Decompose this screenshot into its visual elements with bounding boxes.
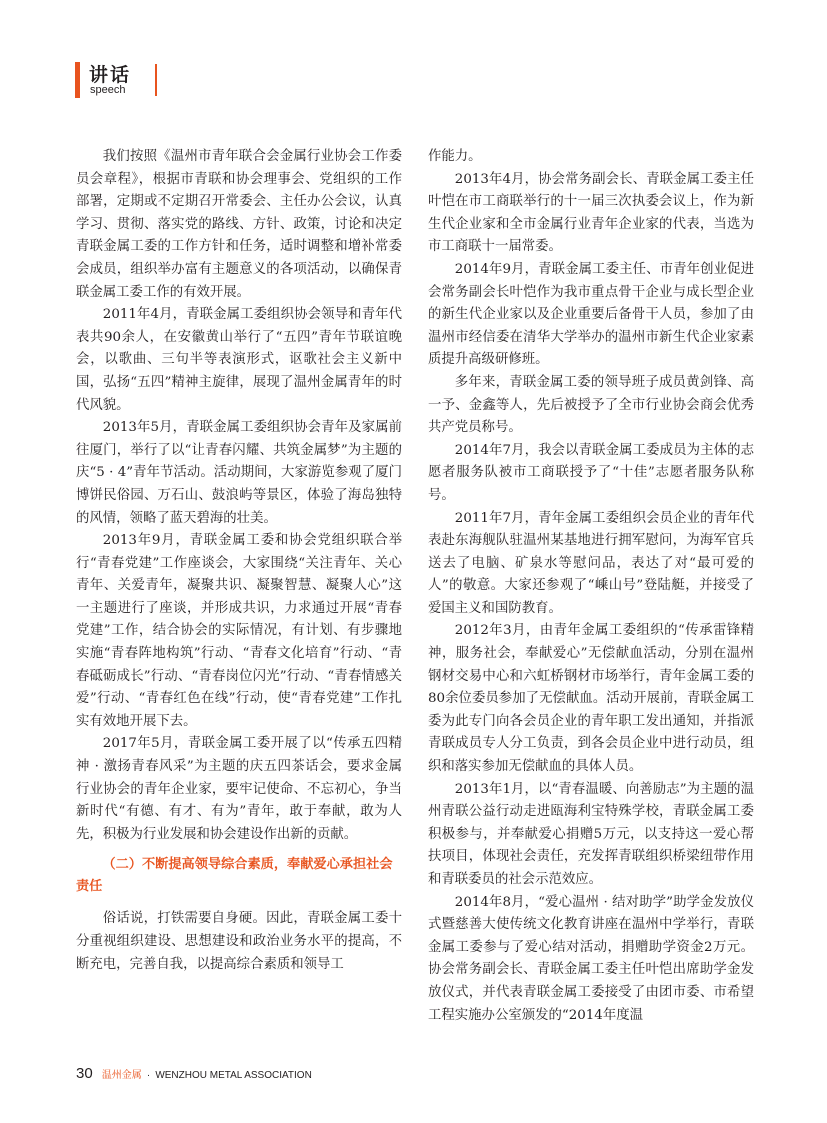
right-column: [428, 146, 754, 1046]
paragraph: 2013年1月，以“青春温暖、向善励志”为主题的温州青联公益行动走进瓯海利宝特殊学校，青联金属工委积极参与，并奉献爱心捐赠5万元，以支持这一爱心帮扶项目，体现社会责任，充发挥青联组织桥梁纽带作用和青联委员的社会示范效应。: [428, 781, 754, 887]
paragraph: 2014年7月，我会以青联金属工委成员为主体的志愿者服务队被市工商联授予了“十佳”志愿者服务队称号。: [428, 442, 754, 503]
paragraph: 多年来，青联金属工委的领导班子成员黄剑锋、高一予、金鑫等人，先后被授予了全市行业协会商会优秀共产党员称号。: [428, 374, 754, 436]
paragraph: 2013年5月，青联金属工委组织协会青年及家属前往厦门，举行了以“让青春闪耀、共筑金属梦”为主题的庆“5 · 4”青年节活动。活动期间，大家游览参观了厦门博饼民俗园、万石山、鼓浪屿等景区，体验了海岛独特的风情，领略了蓝天碧海的壮美。: [76, 420, 402, 526]
page-number: 30: [76, 1065, 93, 1082]
paragraph: 2012年3月，由青年金属工委组织的“传承雷锋精神，服务社会，奉献爱心”无偿献血活动，分别在温州钢材交易中心和六虹桥钢材市场举行，青年金属工委的80余位委员参加了无偿献血。活动开展前，青联金属工委为此专门向各会员企业的青年职工发出通知，并指派青联成员专人分工负责，到各会员企业中进行动员，组织和落实参加无偿献血的具体人员。: [428, 623, 754, 775]
header-accent-bar: [75, 62, 80, 98]
section-heading: （二）不断提高领导综合素质，奉献爱心承担社会责任: [76, 857, 393, 895]
paragraph: 我们按照《温州市青年联合会金属行业协会工作委员会章程》，根据市青联和协会理事会、党组织的工作部署，定期或不定期召开常委会、主任办公会议，认真学习、贯彻、落实党的路线、方针、政策，讨论和决定青联金属工委的工作方针和任务，适时调整和增补常委会成员，组织举办富有主题意义的各项活动，以确保青联金属工委工作的有效开展。: [76, 149, 402, 300]
page-footer: [76, 1063, 312, 1085]
section-title: 讲话: [89, 64, 132, 86]
paragraph: 2014年8月，“爱心温州 · 结对助学”助学金发放仪式暨慈善大使传统文化教育讲座在温州中学举行，青联金属工委参与了爱心结对活动，捐赠助学资金2万元。协会常务副会长、青联金属工委主任叶恺出席助学金发放仪式，并代表青联金属工委接受了由团市委、市希望工程实施办公室颁发的“2014年度温: [428, 894, 754, 1023]
paragraph: 2014年9月，青联金属工委主任、市青年创业促进会常务副会长叶恺作为我市重点骨干企业与成长型企业的新生代企业家以及企业重要后备骨干人员，参加了由温州市经信委在清华大学举办的温州市新生代企业家素质提升高级研修班。: [428, 261, 754, 368]
publication-name-cn: 温州金属: [101, 1070, 142, 1081]
paragraph: 2011年4月，青联金属工委组织协会领导和青年代表共90余人，在安徽黄山举行了“五四”青年节联谊晚会，以歌曲、三句半等表演形式，讴歌社会主义新中国，弘扬“五四”精神主旋律，展现了温州金属青年的时代风貌。: [76, 307, 402, 413]
publication-name-en: WENZHOU METAL ASSOCIATION: [155, 1070, 312, 1081]
paragraph: 2013年9月，青联金属工委和协会党组织联合举行“青春党建”工作座谈会，大家围绕“关注青年、关心青年、关爱青年，凝聚共识、凝聚智慧、凝聚人心”这一主题进行了座谈，并形成共识，力求通过开展“青春党建”工作，结合协会的实际情况，有计划、有步骤地实施“青春阵地构筑”行动、“青春文化培育”行动、“青春砥砺成长”行动、“青春岗位闪光”行动、“青春情感关爱”行动、“青春红色在线”行动，使“青春党建”工作扎实有效地开展下去。: [76, 533, 402, 729]
paragraph: 2013年4月，协会常务副会长、青联金属工委主任叶恺在市工商联举行的十一届三次执委会议上，作为新生代企业家和全市金属行业青年企业家的代表，当选为市工商联十一届常委。: [428, 171, 754, 255]
section-subtitle: speech: [90, 84, 126, 96]
header-divider: [155, 64, 157, 96]
paragraph: 俗话说，打铁需要自身硬。因此，青联金属工委十分重视组织建设、思想建设和政治业务水平的提高，不断充电，完善自我，以提高综合素质和领导工: [76, 911, 402, 972]
paragraph: 2017年5月，青联金属工委开展了以“传承五四精神 · 激扬青春风采”为主题的庆五四茶话会，要求金属行业协会的青年企业家，要牢记使命、不忘初心，争当新时代“有德、有才、有为”青年，敢于奉献，敢为人先，积极为行业发展和协会建设作出新的贡献。: [76, 736, 402, 842]
paragraph-continuation: 作能力。: [428, 149, 482, 164]
footer-separator: ·: [146, 1070, 151, 1081]
left-column: [76, 146, 402, 1046]
paragraph: 2011年7月，青年金属工委组织会员企业的青年代表赴东海舰队驻温州某基地进行拥军慰问，为海军官兵送去了电脑、矿泉水等慰问品，表达了对“最可爱的人”的敬意。大家还参观了“嵊山号”登陆艇，并接受了爱国主义和国防教育。: [428, 510, 754, 616]
